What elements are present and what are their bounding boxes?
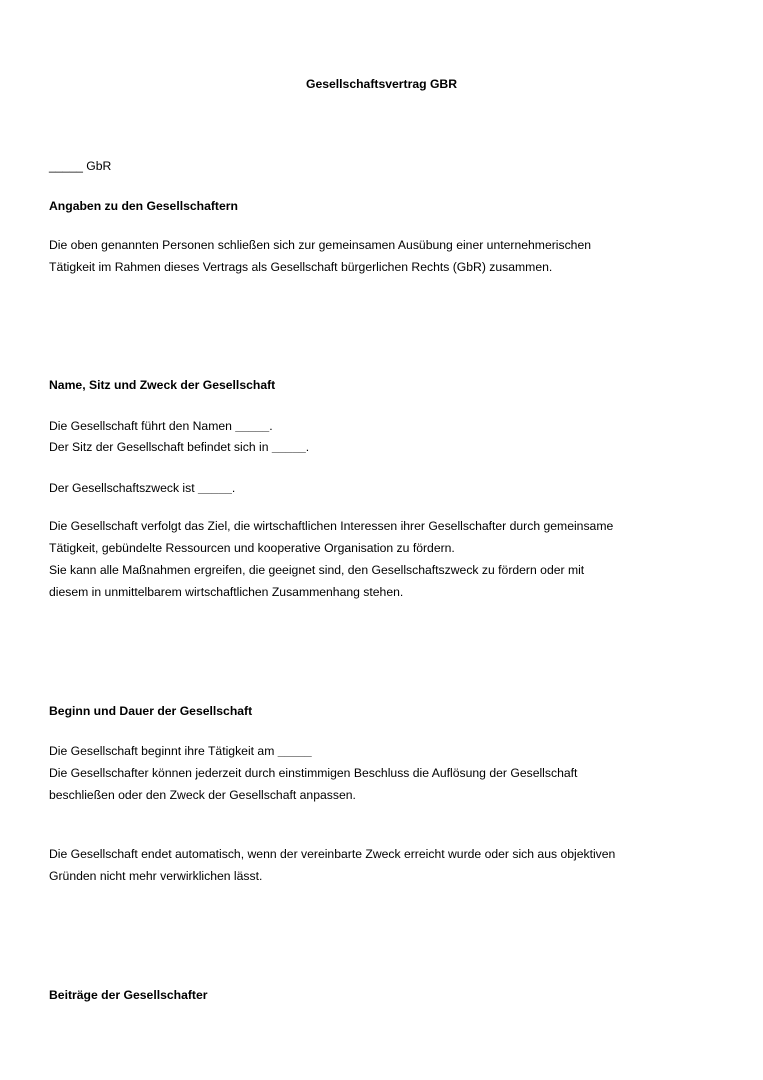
section-heading-contributions: Beiträge der Gesellschafter (49, 988, 208, 1002)
company-purpose-field-blank: _____ (198, 481, 232, 495)
section-heading-name-seat-purpose: Name, Sitz und Zweck der Gesellschaft (49, 378, 276, 392)
section-heading-partners: Angaben zu den Gesellschaftern (49, 199, 238, 213)
company-seat-statement-text: Der Sitz der Gesellschaft befindet sich in (49, 440, 272, 454)
section-heading-start-duration: Beginn und Dauer der Gesellschaft (49, 704, 253, 718)
company-goal-line-4: diesem in unmittelbarem wirtschaftlichen Zusammenhang stehen. (49, 585, 404, 599)
company-seat-statement (49, 439, 309, 455)
termination-line-1: Die Gesellschaft endet automatisch, wenn der vereinbarte Zweck erreicht wurde oder sich aus objektiven (49, 847, 616, 861)
partners-paragraph-line-2: Tätigkeit im Rahmen dieses Vertrags als Gesellschaft bürgerlichen Rechts (GbR) zusammen. (49, 260, 553, 274)
company-goal-line-2: Tätigkeit, gebündelte Ressourcen und kooperative Organisation zu fördern. (49, 541, 455, 555)
start-date-statement-text: Die Gesellschaft beginnt ihre Tätigkeit am (49, 744, 278, 758)
company-name-statement-text: Die Gesellschaft führt den Namen (49, 419, 236, 433)
company-name-field-blank: _____ (235, 419, 270, 433)
company-goal-line-3: Sie kann alle Maßnahmen ergreifen, die geeignet sind, den Gesellschaftszweck zu fördern oder mit (49, 563, 585, 577)
termination-line-2: Gründen nicht mehr verwirklichen lässt. (49, 869, 263, 883)
company-name-blank: _____ (49, 159, 83, 173)
company-seat-field-blank: _____ (271, 440, 306, 454)
company-goal-line-1: Die Gesellschaft verfolgt das Ziel, die wirtschaftlichen Interessen ihrer Gesellschafter durch gemeinsame (49, 519, 614, 533)
dissolution-line-2: beschließen oder den Zweck der Gesellschaft anpassen. (49, 788, 356, 802)
start-date-field-blank: _____ (277, 744, 312, 758)
partners-paragraph-line-1: Die oben genannten Personen schließen sich zur gemeinsamen Ausübung einer unternehmerischen (49, 238, 592, 252)
company-name-line (49, 158, 111, 174)
company-purpose-statement-text: Der Gesellschaftszweck ist (49, 481, 198, 495)
company-name-suffix: GbR (82, 159, 112, 173)
start-date-statement (49, 743, 312, 759)
company-seat-statement-end: . (305, 440, 310, 454)
document-title: Gesellschaftsvertrag GBR (305, 77, 458, 91)
dissolution-line-1: Die Gesellschafter können jederzeit durch einstimmigen Beschluss die Auflösung der Gesellschaft (49, 766, 578, 780)
company-purpose-statement-end: . (231, 481, 236, 495)
company-name-statement-end: . (269, 419, 273, 433)
company-purpose-statement (49, 480, 235, 496)
company-name-statement (49, 418, 273, 434)
